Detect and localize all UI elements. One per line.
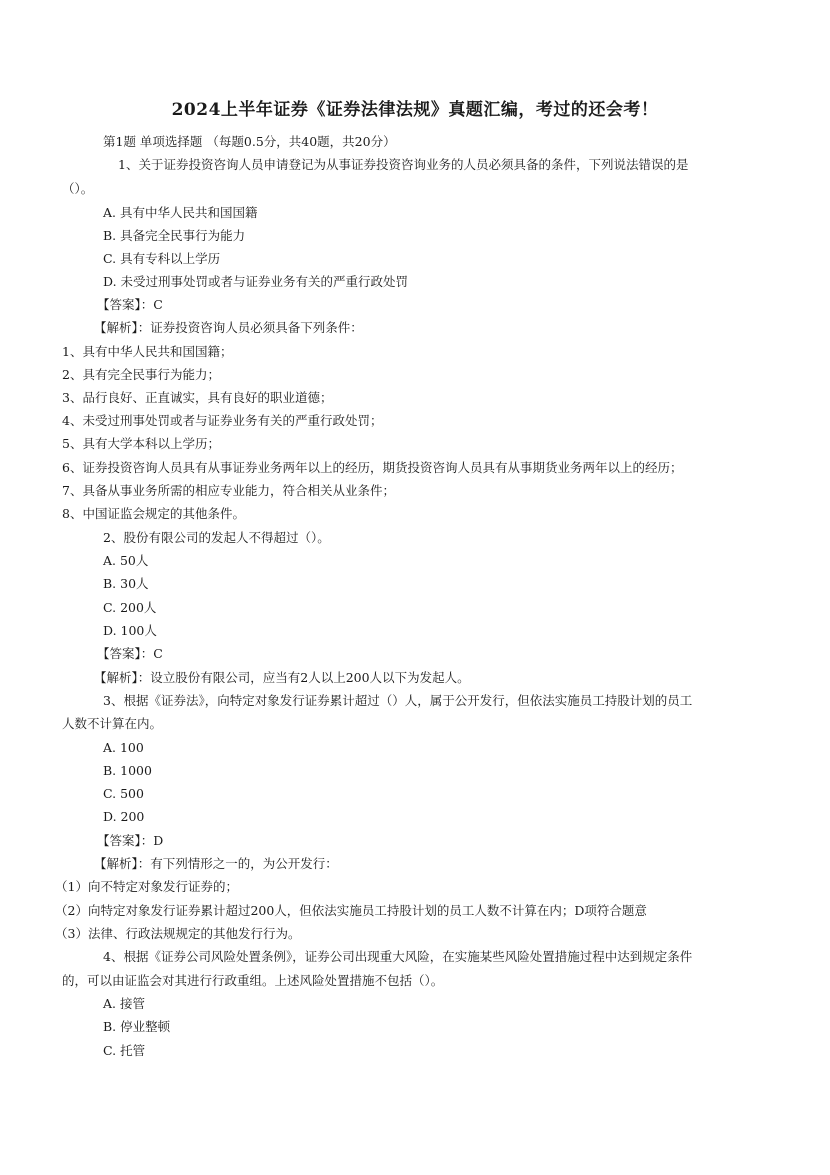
question-2-option-b: B. 30人 bbox=[103, 576, 149, 591]
analysis-item: （1）向不特定对象发行证券的； bbox=[55, 879, 238, 894]
question-1-stem-cont: （）。 bbox=[62, 181, 94, 196]
question-1-option-a: A. 具有中华人民共和国国籍 bbox=[103, 205, 258, 220]
analysis-item: （3）法律、行政法规规定的其他发行行为。 bbox=[55, 926, 301, 941]
section-header: 第1题 单项选择题 （每题0.5分，共40题，共20分） bbox=[103, 134, 396, 149]
analysis-item: 3、品行良好、正直诚实，具有良好的职业道德； bbox=[62, 390, 333, 405]
question-2-option-c: C. 200人 bbox=[103, 600, 157, 615]
document-title: 2024上半年证券《证券法律法规》真题汇编，考过的还会考！ bbox=[171, 100, 659, 120]
question-1-option-b: B. 具备完全民事行为能力 bbox=[103, 228, 246, 243]
question-4-option-a: A. 接管 bbox=[103, 996, 145, 1011]
question-3-stem: 3、根据《证券法》，向特定对象发行证券累计超过（）人，属于公开发行，但依法实施员工持股计划的员工 bbox=[103, 693, 693, 708]
question-1-answer: 【答案】：C bbox=[97, 297, 163, 312]
question-4-option-c: C. 托管 bbox=[103, 1043, 146, 1058]
question-4-stem: 4、根据《证券公司风险处置条例》，证券公司出现重大风险，在实施某些风险处置措施过程中达到规定条件 bbox=[103, 949, 693, 964]
analysis-item: 8、中国证监会规定的其他条件。 bbox=[62, 506, 245, 521]
question-3-option-a: A. 100 bbox=[103, 740, 144, 755]
question-3-answer: 【答案】：D bbox=[97, 833, 164, 848]
question-3-stem-cont: 人数不计算在内。 bbox=[62, 716, 163, 731]
question-2-answer: 【答案】：C bbox=[97, 646, 163, 661]
question-4-stem-cont: 的，可以由证监会对其进行行政重组。上述风险处置措施不包括（）。 bbox=[62, 973, 444, 988]
analysis-item: 2、具有完全民事行为能力； bbox=[62, 367, 220, 382]
question-3-analysis: 【解析】：有下列情形之一的，为公开发行： bbox=[94, 856, 338, 871]
question-1-stem: 1、关于证券投资咨询人员申请登记为从事证券投资咨询业务的人员必须具备的条件，下列说法错误的是 bbox=[118, 157, 689, 172]
question-1-option-d: D. 未受过刑事处罚或者与证券业务有关的严重行政处罚 bbox=[103, 274, 409, 289]
question-1-option-c: C. 具有专科以上学历 bbox=[103, 251, 221, 266]
question-2-analysis: 【解析】：设立股份有限公司，应当有2人以上200人以下为发起人。 bbox=[94, 670, 470, 685]
question-4-option-b: B. 停业整顿 bbox=[103, 1019, 171, 1034]
question-2-stem: 2、股份有限公司的发起人不得超过（）。 bbox=[103, 530, 330, 545]
analysis-item: （2）向特定对象发行证券累计超过200人，但依法实施员工持股计划的员工人数不计算在内；D项符合题意 bbox=[55, 903, 647, 918]
question-1-analysis: 【解析】：证券投资咨询人员必须具备下列条件： bbox=[94, 320, 363, 335]
analysis-item: 1、具有中华人民共和国国籍； bbox=[62, 344, 233, 359]
analysis-item: 5、具有大学本科以上学历； bbox=[62, 436, 220, 451]
analysis-item: 6、证券投资咨询人员具有从事证券业务两年以上的经历，期货投资咨询人员具有从事期货业务两年以上的经历； bbox=[62, 460, 683, 475]
analysis-item: 7、具备从事业务所需的相应专业能力，符合相关从业条件； bbox=[62, 483, 395, 498]
question-2-option-d: D. 100人 bbox=[103, 623, 157, 638]
question-3-option-c: C. 500 bbox=[103, 786, 144, 801]
question-3-option-d: D. 200 bbox=[103, 809, 145, 824]
question-3-option-b: B. 1000 bbox=[103, 763, 152, 778]
analysis-item: 4、未受过刑事处罚或者与证券业务有关的严重行政处罚； bbox=[62, 413, 383, 428]
question-2-option-a: A. 50人 bbox=[103, 553, 149, 568]
